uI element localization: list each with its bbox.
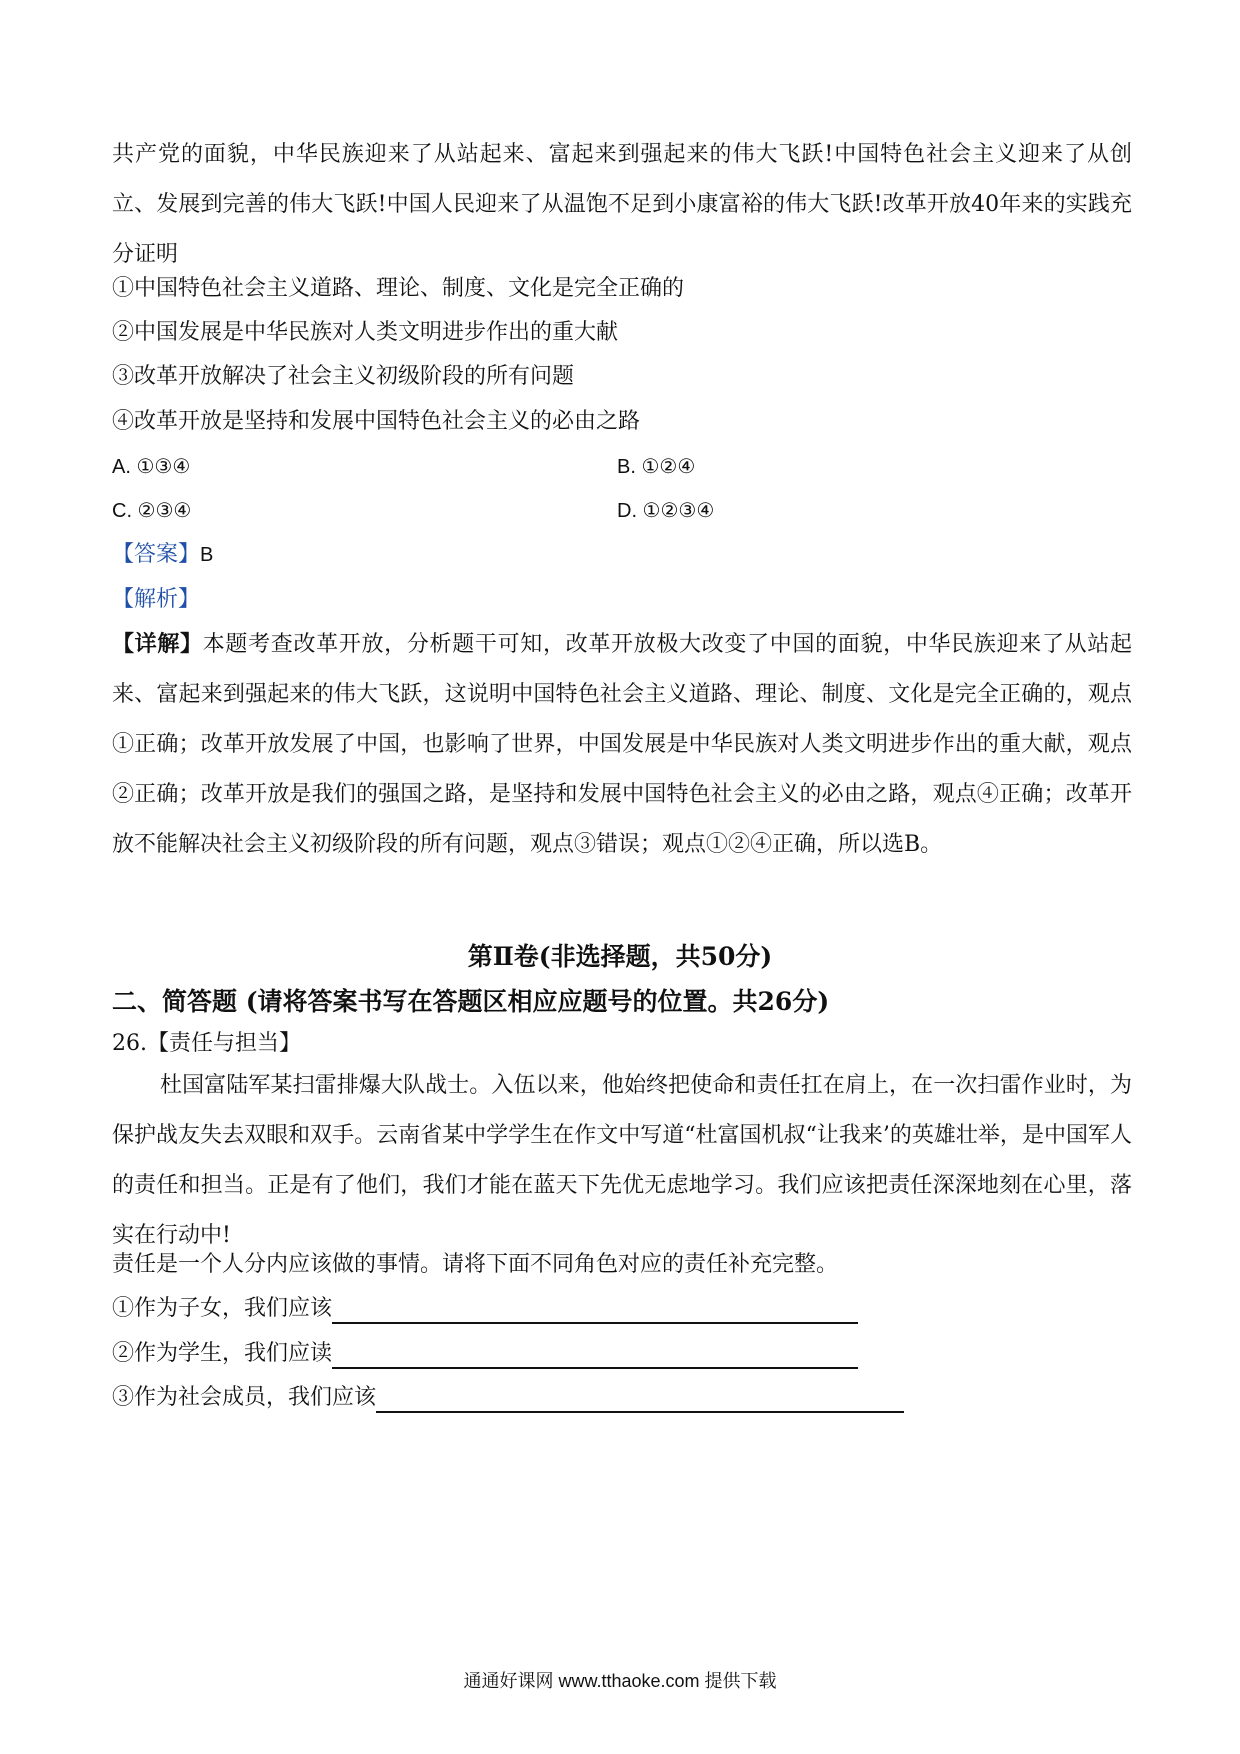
section-2-title: 二、简答题 (请将答案书写在答题区相应应题号的位置。共26分): [112, 987, 830, 1016]
question-26-number: 26.【责任与担当】: [112, 1031, 301, 1056]
answer-blank-2[interactable]: [332, 1341, 858, 1369]
analysis-row: [112, 585, 200, 615]
scenario-paragraph: 杜国富陆军某扫雷排爆大队战士。入伍以来，他始终把使命和责任扛在肩上，在一次扫雷作业时，为保护战友失去双眼和双手。云南省某中学学生在作文中写道“杜富国机叔“让我来’的英雄壮举，是中国军人的责任和担当。正是有了他们，我们才能在蓝天下先优无虑地学习。我们应该把责任深深地刻在心里，落实在行动中!: [112, 1073, 1132, 1248]
analysis-label: 【解析】: [112, 587, 201, 612]
blank-row-2: [112, 1339, 858, 1369]
detail-label: 【详解】: [112, 631, 203, 657]
blank-label-2: ②作为学生，我们应读: [112, 1341, 333, 1366]
blank-label-1: ①作为子女，我们应该: [112, 1296, 333, 1321]
part-2-title: 第Ⅱ卷(非选择题，共50分): [467, 942, 773, 971]
detail-text: 本题考查改革开放，分析题干可知，改革开放极大改变了中国的面貌，中华民族迎来了从站起来、富起来到强起来的伟大飞跃，这说明中国特色社会主义道路、理论、制度、文化是完全正确的，观点①正确；改革开放发展了中国，也影响了世界，中国发展是中华民族对人类文明进步作出的重大献，观点②正确；改革开放是我们的强国之路，是坚持和发展中国特色社会主义的必由之路，观点④正确；改革开放不能解决社会主义初级阶段的所有问题，观点③错误；观点①②④正确，所以选B。: [112, 632, 1132, 857]
answer-value: B: [200, 544, 214, 566]
statement-1: ①中国特色社会主义道路、理论、制度、文化是完全正确的: [112, 276, 685, 301]
blank-row-1: [112, 1294, 858, 1324]
option-b: B. ①②④: [617, 456, 696, 478]
statement-2: ②中国发展是中华民族对人类文明进步作出的重大献: [112, 320, 619, 345]
page-footer: 通通好课网 www.tthaoke.com 提供下载: [463, 1671, 777, 1691]
statement-4: ④改革开放是坚持和发展中国特色社会主义的必由之路: [112, 409, 641, 434]
answer-blank-1[interactable]: [332, 1296, 858, 1324]
option-c: C. ②③④: [112, 500, 192, 522]
blank-label-3: ③作为社会成员，我们应该: [112, 1385, 377, 1410]
answer-row: [112, 540, 213, 570]
statement-3: ③改革开放解决了社会主义初级阶段的所有问题: [112, 364, 575, 389]
detail-paragraph: [112, 619, 1132, 870]
answer-label: 【答案】: [112, 542, 201, 567]
question-prompt: 责任是一个人分内应该做的事情。请将下面不同角色对应的责任补充完整。: [112, 1252, 839, 1277]
option-a: A. ①③④: [112, 456, 191, 478]
option-d: D. ①②③④: [617, 500, 715, 522]
blank-row-3: [112, 1383, 904, 1413]
answer-blank-3[interactable]: [376, 1385, 904, 1413]
question-stem: 共产党的面貌，中华民族迎来了从站起来、富起来到强起来的伟大飞跃!中国特色社会主义迎来了从创立、发展到完善的伟大飞跃!中国人民迎来了从温饱不足到小康富裕的伟大飞跃!改革开放40年来的实践充分证明: [112, 142, 1132, 267]
